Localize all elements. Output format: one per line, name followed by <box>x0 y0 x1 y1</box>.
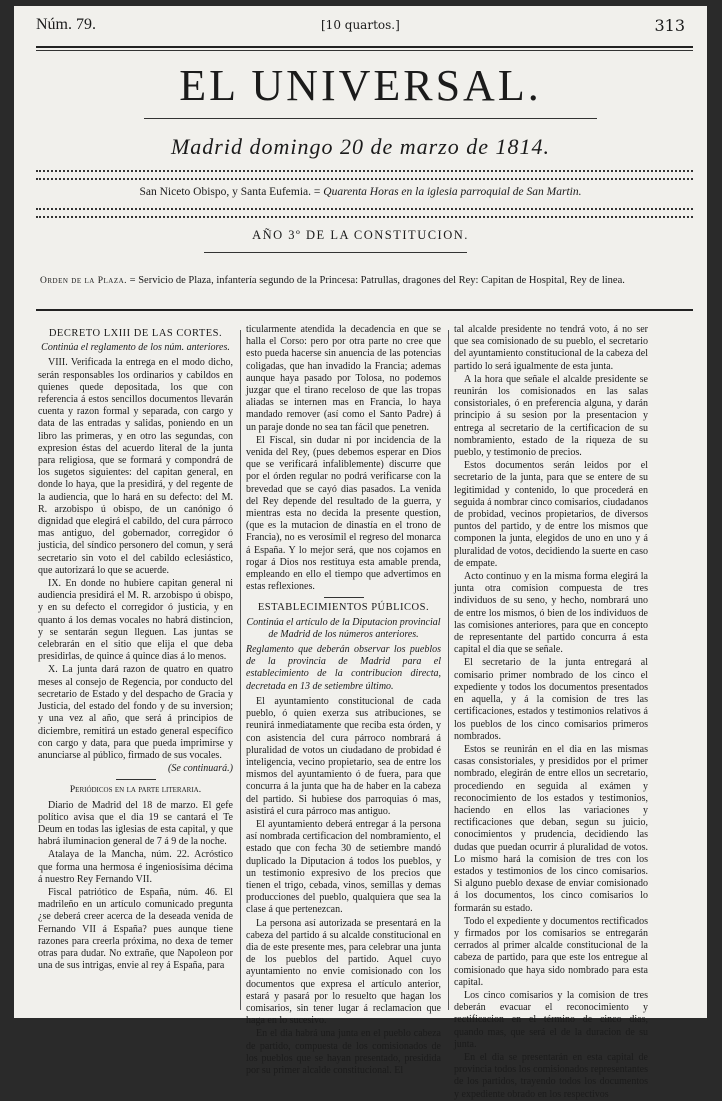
price-label: [10 quartos.] <box>321 18 400 32</box>
regulation-title: Reglamento que deberán observar los pueblos de la provincia de Madrid para el establecimiento de la contribucion directa, decretada en 13 de setiembre último. <box>246 644 441 692</box>
top-rule-thin <box>36 50 693 51</box>
newspaper-page <box>14 6 707 1100</box>
regulation-paragraph: El ayuntamiento deberá entregar á la persona así nombrada certificacion del nombramiento, el estado que con fecha 30 de setiembre mandó duplicado la Diputacion á todos los pueblos, y un testimonio expresivo de los precios que tienen el trigo, cebada, vinos, semillas y demas producciones del pueblo, qualquiera que sea la clase á que pertenezcan. <box>246 818 441 916</box>
header-line <box>36 16 693 38</box>
masthead-title: EL UNIVERSAL. <box>179 61 542 110</box>
article-paragraph: El Fiscal, sin dudar ni por incidencia de la venida del Rey, (pues debemos esperar en Dios que se verificará infaliblemente) discurre que por el órden regular no podrá verificarse con la brevedad que se cayó dias pasados. La venida del Rey depende del resultado de la guerra, y mientras esta no decida la presente question, (que es la mutacion de dinastía en el trono de Francia), no es verosímil el regreso del monarca á España. Y lo mejor será, que nos cojamos en rogar á Dios nos restituya esta amable prenda, empleando en ello el tiempo que advertimos en estas reflexiones. <box>246 434 441 593</box>
periodical-paragraph: Fiscal patriótico de España, núm. 46. El madrileño en un artículo comunicado pregunta ¿se deberá creer acerca de la deseada venida de Fernando VII á España? pues aunque tiene razones para creerla próxima, no dexa de temer otras para dudar. No extrañe, que Napoleon por una de sus intrigas, envie al rey á España, para <box>38 886 233 972</box>
regulation-paragraph: En el dia habrá una junta en el pueblo cabeza de partido, compuesta de los comisionados de los pueblos que se hayan presentado, presidida por su primer alcalde constitucional. El <box>246 1028 441 1076</box>
decree-paragraph: VIII. Verificada la entrega en el modo dicho, serán responsables los ordinarios y cabildos en quienes quede depositada, los que con referencia á estos sencillos documentos llevarán cuenta y razon formal y separada, con cargo y data de las entradas y salidas, poniendo en un libro las primeras, y en otro las segundas, con expresion éstas del acuerdo literal de la junta para religiosa, que se formará y compondrá de los sugetos siguientes: del capitan general, en donde lo haya, que la presidirá, y del regente de la audiencia, que lo hará en su defecto: del M. R. arzobispo ú obispo, de un canónigo ó dignidad que elegirá el cabildo, del cura párroco mas antiguo, del gobernador, corregidor ó justicia, del síndico personero del comun, y será secretario sin voto el del cabildo eclesiástico, que autorizará lo que se acuerde. <box>38 357 233 576</box>
article-columns <box>38 324 693 1100</box>
establishments-heading: ESTABLECIMIENTOS PÚBLICOS. <box>257 602 430 614</box>
top-rule <box>36 46 693 48</box>
decree-heading: DECRETO LXIII DE LAS CORTES. <box>48 328 223 339</box>
decree-paragraph: X. La junta dará razon de quatro en quatro meses al consejo de Regencia, por conducto del secretario de Estado y del despacho de Gracia y Justicia, del estado del fondo y de su inversion; y una vez al año, que será á principios de diciembre, remitirá un estado general específico con cargo y data, para que pueda imprimirse y anunciarse al público, firmado de sus vocales. <box>38 664 233 761</box>
regulation-paragraph: Todo el expediente y documentos rectificados y firmados por los comisarios se entregarán cerrados al primer alcalde constitucional de la cabeza de partido, para que este los entregue al comisionado que haya sido nombrado para esta capital. <box>454 915 648 988</box>
regulation-paragraph: Los cinco comisarios y la comision de tres deberán evacuar el reconocimiento y rectificacion en el término de cinco dias, quando mas, que será el de la duracion de su junta. <box>454 989 648 1050</box>
regulation-paragraph: Estos se reunirán en el dia en las mismas casas consistoriales, y presididos por el primer nombrado, elegirán de entre ellos un secretario, procediendo en seguida al exámen y reconocimiento de los estados y testimonios, haciendo en ellos las variaciones y rectificaciones que deban, segun su juicio, conocimientos y prudencia, decidiendo las dudas que puedan ocurrir á pluralidad de votos. Lo mismo hará la comision de tres con los estados y testimonios de los cinco comisarios. Si alguno pueblo dexase de enviar comisionado á los documentos, los cinco comisarios lo formarán su estado. <box>454 743 648 914</box>
plaza-order-text: Servicio de Plaza, infantería segundo de la Princesa: Patrullas, dragones del Rey: Capitan de Hospital, Rey de linea. <box>138 275 625 286</box>
devotion-text: Quarenta Horas en la iglesia parroquial de San Martin. <box>323 186 582 198</box>
plaza-order <box>40 274 687 288</box>
saints-separator: = <box>311 186 324 198</box>
regulation-paragraph: Acto continuo y en la misma forma elegirá la junta otra comision compuesta de tres individuos de su seno, y hecho, nombrará uno de entre los mismos, ó bien de los individuos de las comisiones anteriores, para que en concepto de representante del partido concurra á esta capital el dia que se señale. <box>454 571 648 656</box>
regulation-paragraph: tal alcalde presidente no tendrá voto, á no ser que sea comisionado de su pueblo, el secretario del ayuntamiento constitucional de la cabeza del partido lo será igualmente de esta junta. <box>454 324 648 372</box>
section-divider <box>324 597 364 598</box>
saints-line <box>14 186 707 198</box>
constitution-year: AÑO 3º DE LA CONSTITUCION. <box>252 228 469 242</box>
column-divider-2 <box>448 330 449 1010</box>
masthead-underline <box>144 118 597 119</box>
issue-number: Núm. 79. <box>36 16 96 33</box>
ornament-rule-2 <box>36 208 693 218</box>
periodicals-heading: Periódicos en la parte literaria. <box>69 785 202 796</box>
column-3 <box>454 324 648 1100</box>
page-number: 313 <box>654 16 685 35</box>
decree-paragraph: IX. En donde no hubiere capitan general ni audiencia presidirá el M. R. arzobispo ú obispo, y en su defecto el corregidor ó justicia, y en quanto á los demas vocales no habrá distincion, y se sentarán segun lleguen. Las juntas se celebrarán en el sitio que elija el que deba presidirlas, de quince á quince dias á lo menos. <box>38 578 233 663</box>
columns-top-rule <box>36 309 693 311</box>
decree-subheading: Continúa el reglamento de los núm. anteriores. <box>41 342 230 354</box>
continued-note: (Se continuará.) <box>168 763 233 775</box>
dateline: Madrid domingo 20 de marzo de 1814. <box>170 134 551 159</box>
regulation-paragraph: En el dia se presentarán en esta capital de provincia todos los comisionados representantes de los partidos, trayendo todos los documentos y expediente obrado en los respectivos <box>454 1051 648 1100</box>
regulation-paragraph: La persona así autorizada se presentará en la cabeza del partido á su alcalde constitucional en dia de este presente mes, para celebrar una junta de los pueblos del partido. Aquel cuyo ayuntamiento no envie comisionado con los documentos que expresa el artículo anterior, estará y pasará por lo resuelto que hagan los comisarios, sin tener lugar á reclamacion que haga en lo sucesivo. <box>246 917 441 1027</box>
year-underline <box>204 252 467 253</box>
plaza-order-label: Orden de la Plaza. <box>40 276 128 286</box>
regulation-paragraph: Estos documentos serán leidos por el secretario de la junta, para que se entere de su legitimidad y contenido, lo que procederá en seguida á nombrar cinco comisarios, ciudadanos de probidad, vecinos propietarios, de diversos puntos del partido, y de entre los mismos que componen la junta, elegidos de uno en uno y á pluralidad de votos, decidiendo la suerte en caso de empate. <box>454 460 648 569</box>
column-divider-1 <box>240 330 241 1010</box>
saints-of-day: San Niceto Obispo, y Santa Eufemia. <box>139 186 312 198</box>
periodical-paragraph: Atalaya de la Mancha, núm. 22. Acróstico que forma una hermosa é ingeniosísima décima á nuestro Rey Fernando VII. <box>38 849 233 885</box>
regulation-paragraph: A la hora que señale el alcalde presidente se reunirán los comisionados en las salas consistoriales, ó en preferencia alguna, y darán principio á su sesion por la presentacion y entrega al secretario de la certificacion de su nombramiento, estado de la riqueza de su pueblo, y testimonio de precios. <box>454 373 648 459</box>
ornament-rule-1 <box>36 170 693 180</box>
periodical-paragraph: Diario de Madrid del 18 de marzo. El gefe político avisa que el dia 19 se cantará el Te Deum en todas las iglesias de esta capital, y que habrá iluminacion general de 7 á 9 de la noche. <box>38 799 233 848</box>
column-2 <box>246 324 441 1076</box>
section-divider <box>116 779 156 780</box>
regulation-paragraph: El ayuntamiento constitucional de cada pueblo, ó quien exerza sus atribuciones, se reunirá inmediatamente que reciba esta órden, y con asistencia del cura párroco nombrará á pluralidad de votos un ciudadano de probidad é inteligencia, vecino propietario, sea de entre los mismos del ayuntamiento ó de fuera, para que concurra á la junta que ha de haber en la cabeza del partido. Si hubiese dos parroquias ó mas, asistirá el cura párroco mas antiguo. <box>246 695 441 817</box>
column-1 <box>38 324 233 1010</box>
regulation-paragraph: El secretario de la junta entregará al comisario primer nombrado de los cinco el expediente y todos los documentos presentados en aquella, y á la comision de tres las certificaciones, estados y testimonios relativos á los pueblos de los cinco comisarios primeros nombrados. <box>454 657 648 742</box>
article-paragraph: ticularmente atendida la decadencia en que se halla el Corso: pero por otra parte no cree que esto pueda hacerse sin anuencia de las potencias coligadas, que han invadido la Francia; ademas aunque haya pasado por Tolosa, no podemos juzgar que el tirano receloso de que las tropas aliadas se internen mas en Francia, lo haya mandado remover (así como el Santo Padre) á un paraje donde no sea tan fácil que penetren. <box>246 324 441 433</box>
plaza-order-separator: = <box>127 275 139 286</box>
establishments-subheading: Continúa el artículo de la Diputacion provincial de Madrid de los números anteriores. <box>246 616 441 640</box>
